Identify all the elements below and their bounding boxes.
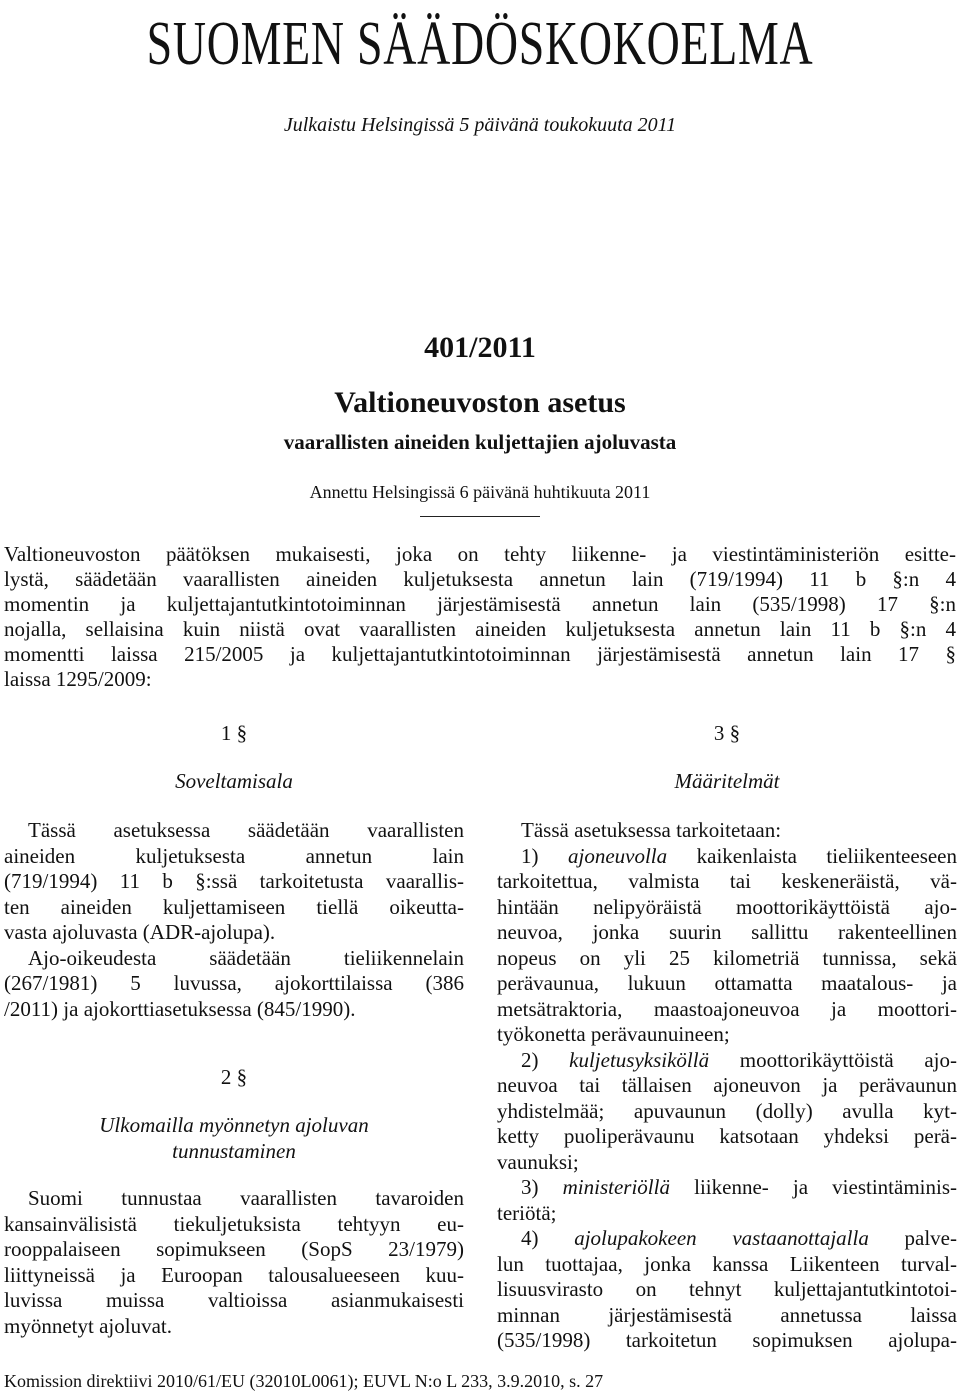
- preamble-line: nojalla, sellaisina kuin niistä ovat vaarallisten aineiden kuljetuksesta annetun lain 11 b §:n 4: [4, 617, 956, 641]
- text-line: liittyneissä ja Euroopan talousalueeseen kuu-: [4, 1262, 464, 1287]
- right-column: [497, 720, 957, 1354]
- divider: [420, 516, 540, 517]
- text-line: lisuusvirasto on tehnyt kuljettajantutkintotoi-: [497, 1277, 957, 1301]
- left-column: [4, 720, 464, 1339]
- section-2-title-line: Ulkomailla myönnetyn ajoluvan: [99, 1113, 369, 1137]
- text-line: minnan järjestämisestä annetussa laissa: [497, 1302, 957, 1327]
- text-line: työkonetta perävaunuineen;: [497, 1022, 730, 1046]
- preamble-line: laissa 1295/2009:: [4, 667, 152, 691]
- text-line: ketty puoliperävaunu katsotaan yhdeksi perä-: [497, 1124, 957, 1148]
- section-1-body: [4, 818, 464, 1022]
- item-number: 4): [521, 1226, 539, 1250]
- text-line: Tässä asetuksessa tarkoitetaan:: [521, 818, 782, 842]
- item-number: 3): [521, 1175, 539, 1199]
- statute-number: 401/2011: [424, 331, 536, 364]
- item-text: palve-: [904, 1226, 957, 1250]
- text-line: myönnetyt ajoluvat.: [4, 1313, 172, 1338]
- section-2-body: [4, 1186, 464, 1339]
- text-line: /2011) ja ajokorttiasetuksessa (845/1990).: [4, 996, 356, 1021]
- text-line: nopeus on yli 25 kilometriä tunnissa, sekä: [497, 945, 957, 970]
- item-text: liikenne- ja viestintäminis-: [694, 1175, 958, 1199]
- text-line: neuvoa, jonka suurin sallittu rakenteellinen: [497, 920, 957, 944]
- section-1-heading: 1 §: [220, 721, 248, 745]
- defined-term: ministeriöllä: [562, 1175, 670, 1199]
- masthead: [0, 2, 960, 86]
- footnote: Komission direktiivi 2010/61/EU (32010L0061); EUVL N:o L 233, 3.9.2010, s. 27: [4, 1371, 604, 1391]
- section-3-heading: 3 §: [713, 721, 741, 745]
- definition-item-3: [497, 1175, 957, 1201]
- item-number: 1): [521, 843, 539, 868]
- publication-line: Julkaistu Helsingissä 5 päivänä toukokuuta 2011: [283, 114, 677, 136]
- text-line: vasta ajoluvasta (ADR-ajolupa).: [4, 920, 276, 944]
- text-line: (719/1994) 11 b §:ssä tarkoitetusta vaarallis-: [4, 869, 464, 893]
- definition-item-1: [497, 844, 957, 870]
- definition-item-4: [497, 1226, 957, 1252]
- preamble-line: lystä, säädetään vaarallisten aineiden kuljetuksesta annetun lain (719/1994) 11 b §:n 4: [4, 567, 956, 591]
- text-line: tarkoitettua, valmista tai keskeneräistä, vä-: [497, 869, 957, 893]
- preamble-line: momentin ja kuljettajantutkintotoiminnan järjestämisestä annetun lain (535/1998) 17 §:n: [4, 592, 956, 616]
- defined-term: ajolupakokeen vastaanottajalla: [574, 1226, 869, 1250]
- defined-term: kuljetusyksiköllä: [569, 1047, 710, 1072]
- text-line: neuvoa tai tällaisen ajoneuvon ja perävaunun: [497, 1073, 957, 1097]
- text-line: Suomi tunnustaa vaarallisten tavaroiden: [28, 1186, 464, 1210]
- item-text: moottorikäyttöistä ajo-: [739, 1047, 958, 1072]
- definition-item-2: [497, 1048, 957, 1074]
- text-line: yhdistelmää; apuvaunun (dolly) avulla kyt-: [497, 1098, 957, 1123]
- statute-subtitle: vaarallisten aineiden kuljettajien ajoluvasta: [283, 430, 677, 454]
- text-line: aineiden kuljetuksesta annetun lain: [4, 843, 464, 868]
- text-line: ten aineiden kuljettamiseen tiellä oikeutta-: [4, 894, 464, 919]
- defined-term: ajoneuvolla: [567, 843, 668, 868]
- text-line: vaunuksi;: [497, 1149, 579, 1174]
- text-line: rooppalaiseen sopimukseen (SopS 23/1979): [4, 1237, 464, 1261]
- section-3-body: [497, 818, 957, 1354]
- item-number: 2): [521, 1047, 539, 1072]
- text-line: metsätraktoria, maastoajoneuvoa ja moottori-: [497, 996, 957, 1021]
- text-line: Ajo-oikeudesta säädetään tieliikennelain: [28, 945, 464, 970]
- preamble-line: Valtioneuvoston päätöksen mukaisesti, joka on tehty liikenne- ja viestintäministeriön esitte-: [4, 542, 956, 566]
- text-line: luvissa muissa valtioissa asianmukaisesti: [4, 1288, 464, 1312]
- given-line: Annettu Helsingissä 6 päivänä huhtikuuta 2011: [309, 482, 651, 502]
- statute-title: Valtioneuvoston asetus: [334, 386, 626, 419]
- section-3-title: Määritelmät: [674, 769, 780, 793]
- text-line: (535/1998) tarkoitetun sopimuksen ajolupa-: [497, 1328, 957, 1352]
- section-2-title-line: tunnustaminen: [172, 1139, 296, 1163]
- text-line: Tässä asetuksessa säädetään vaarallisten: [28, 818, 464, 842]
- gazette-title: SUOMEN SÄÄDÖSKOKOELMA: [146, 10, 814, 78]
- section-1-title: Soveltamisala: [175, 769, 293, 793]
- text-line: perävaunua, lukuun ottamatta maatalous- ja: [497, 971, 957, 995]
- text-line: kansainvälisistä tiekuljetuksista tehtyyn eu-: [4, 1211, 464, 1236]
- text-line: hintään nelipyöräistä moottorikäyttöistä ajo-: [497, 894, 957, 919]
- section-2-title: [4, 1112, 464, 1164]
- text-line: lun tuottajaa, jonka kanssa Liikenteen turval-: [497, 1251, 957, 1276]
- text-line: teriötä;: [497, 1200, 557, 1225]
- preamble-line: momentti laissa 215/2005 ja kuljettajantutkintotoiminnan järjestämisestä annetun lain 17 §: [4, 642, 956, 666]
- item-text: kaikenlaista tieliikenteeseen: [696, 843, 958, 868]
- preamble: [4, 542, 956, 692]
- text-line: (267/1981) 5 luvussa, ajokorttilaissa (386: [4, 971, 464, 995]
- section-2-heading: 2 §: [220, 1065, 248, 1089]
